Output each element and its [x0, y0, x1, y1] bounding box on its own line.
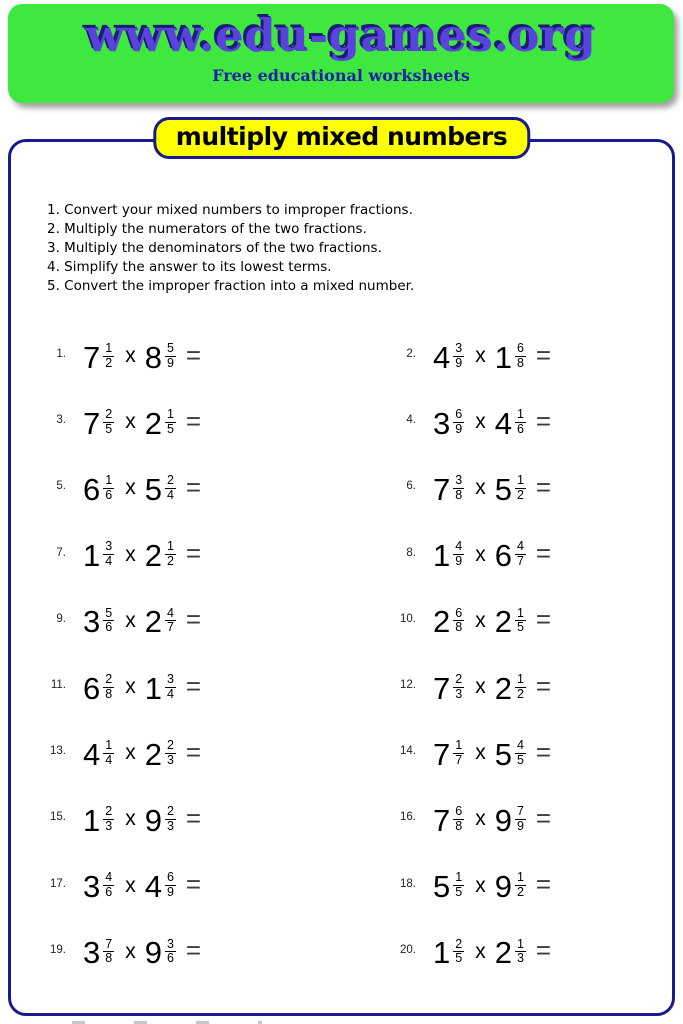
- whole-number-1: 7: [433, 802, 451, 838]
- mixed-number-1: [433, 339, 464, 375]
- fraction-2: [165, 805, 176, 834]
- mixed-number-2: [494, 802, 526, 838]
- numerator-2: 3: [166, 671, 174, 686]
- equals-sign: =: [535, 538, 552, 569]
- whole-number-2: 5: [144, 471, 162, 507]
- denominator-1: 6: [105, 885, 113, 900]
- instruction-line: 3. Multiply the denominators of the two fractions.: [47, 239, 382, 256]
- mixed-number-2: [494, 935, 526, 971]
- numerator-1: 6: [455, 605, 463, 620]
- problem-number: 19.: [50, 943, 66, 956]
- mixed-number-1: [83, 802, 114, 838]
- numerator-2: 4: [166, 605, 174, 620]
- fraction-2: [165, 938, 176, 967]
- problem-number: 20.: [400, 943, 416, 956]
- whole-number-1: 7: [433, 471, 451, 507]
- equals-sign: =: [535, 736, 552, 767]
- equals-sign: =: [535, 670, 552, 701]
- equals-sign: =: [185, 405, 202, 436]
- numerator-2: 5: [166, 340, 174, 355]
- equals-sign: =: [535, 935, 552, 966]
- fraction-2: [515, 474, 526, 503]
- equals-sign: =: [535, 869, 552, 900]
- problem-number: 3.: [56, 414, 66, 427]
- denominator-1: 9: [455, 554, 463, 569]
- mixed-number-2: [494, 869, 526, 905]
- mixed-number-1: [83, 471, 114, 507]
- equals-sign: =: [185, 869, 202, 900]
- mixed-number-2: [144, 670, 176, 706]
- numerator-1: 5: [105, 605, 113, 620]
- worksheet-title: multiply mixed numbers: [153, 117, 530, 159]
- whole-number-1: 7: [83, 339, 101, 375]
- denominator-1: 8: [455, 818, 463, 833]
- problem: [390, 456, 644, 522]
- numerator-1: 6: [455, 804, 463, 819]
- problem: [40, 456, 390, 522]
- problem-number: 14.: [400, 745, 416, 758]
- numerator-1: 1: [455, 737, 463, 752]
- mixed-number-1: [83, 736, 114, 772]
- fraction-1: [103, 342, 114, 371]
- equals-sign: =: [185, 935, 202, 966]
- multiply-sign: x: [475, 410, 486, 434]
- numerator-1: 2: [455, 936, 463, 951]
- denominator-1: 9: [455, 355, 463, 370]
- fraction-2: [165, 408, 176, 437]
- problem-number: 4.: [406, 414, 416, 427]
- denominator-2: 5: [516, 752, 524, 767]
- mixed-number-1: [433, 471, 464, 507]
- numerator-2: 6: [516, 340, 524, 355]
- numerator-2: 7: [516, 804, 524, 819]
- numerator-2: 4: [516, 539, 524, 554]
- denominator-1: 4: [105, 554, 113, 569]
- problem-number: 17.: [50, 877, 66, 890]
- fraction-1: [453, 871, 464, 900]
- problem: [390, 324, 644, 390]
- whole-number-1: 7: [433, 670, 451, 706]
- numerator-2: 6: [166, 870, 174, 885]
- mixed-number-1: [433, 802, 464, 838]
- mixed-number-1: [83, 604, 114, 640]
- numerator-2: 1: [516, 671, 524, 686]
- multiply-sign: x: [125, 939, 136, 963]
- denominator-1: 5: [455, 951, 463, 966]
- multiply-sign: x: [475, 873, 486, 897]
- numerator-2: 1: [166, 407, 174, 422]
- fraction-2: [515, 607, 526, 636]
- problem-number: 11.: [50, 679, 66, 692]
- fraction-2: [515, 673, 526, 702]
- whole-number-2: 2: [494, 935, 512, 971]
- mixed-number-1: [433, 538, 464, 574]
- equals-sign: =: [185, 736, 202, 767]
- denominator-2: 2: [516, 686, 524, 701]
- whole-number-1: 4: [433, 339, 451, 375]
- problem: [40, 324, 390, 390]
- whole-number-1: 2: [433, 604, 451, 640]
- multiply-sign: x: [475, 608, 486, 632]
- whole-number-1: 7: [83, 405, 101, 441]
- numerator-1: 4: [105, 870, 113, 885]
- problem: [40, 390, 390, 456]
- fraction-1: [453, 474, 464, 503]
- mixed-number-1: [433, 405, 464, 441]
- whole-number-1: 1: [83, 538, 101, 574]
- mixed-number-2: [144, 471, 176, 507]
- mixed-number-2: [144, 339, 176, 375]
- equals-sign: =: [185, 538, 202, 569]
- mixed-number-1: [83, 538, 114, 574]
- fraction-2: [165, 871, 176, 900]
- problem-number: 5.: [56, 480, 66, 493]
- fraction-2: [515, 540, 526, 569]
- whole-number-2: 4: [494, 405, 512, 441]
- problem: [40, 854, 390, 920]
- problem: [390, 920, 644, 986]
- fraction-2: [165, 739, 176, 768]
- numerator-2: 4: [516, 737, 524, 752]
- problem: [40, 787, 390, 853]
- whole-number-1: 5: [433, 869, 451, 905]
- multiply-sign: x: [125, 675, 136, 699]
- whole-number-2: 2: [144, 736, 162, 772]
- mixed-number-2: [144, 869, 176, 905]
- multiply-sign: x: [125, 873, 136, 897]
- fraction-2: [515, 408, 526, 437]
- fraction-2: [515, 938, 526, 967]
- numerator-1: 3: [455, 340, 463, 355]
- denominator-2: 4: [166, 686, 174, 701]
- whole-number-1: 3: [83, 869, 101, 905]
- denominator-1: 4: [105, 752, 113, 767]
- problems-grid: [40, 324, 644, 986]
- mixed-number-1: [433, 869, 464, 905]
- problem: [390, 721, 644, 787]
- mixed-number-2: [494, 670, 526, 706]
- multiply-sign: x: [475, 542, 486, 566]
- numerator-1: 1: [105, 473, 113, 488]
- whole-number-2: 9: [144, 935, 162, 971]
- mixed-number-1: [433, 935, 464, 971]
- whole-number-1: 7: [433, 736, 451, 772]
- fraction-1: [103, 739, 114, 768]
- denominator-2: 3: [166, 818, 174, 833]
- problem-number: 8.: [406, 546, 416, 559]
- mixed-number-1: [433, 670, 464, 706]
- fraction-1: [453, 673, 464, 702]
- problem: [40, 655, 390, 721]
- problem-number: 16.: [400, 811, 416, 824]
- whole-number-2: 2: [494, 604, 512, 640]
- whole-number-2: 4: [144, 869, 162, 905]
- numerator-1: 2: [105, 804, 113, 819]
- fraction-2: [165, 607, 176, 636]
- fraction-1: [103, 408, 114, 437]
- instruction-line: 5. Convert the improper fraction into a mixed number.: [47, 277, 415, 294]
- mixed-number-2: [494, 604, 526, 640]
- equals-sign: =: [535, 405, 552, 436]
- denominator-1: 8: [105, 951, 113, 966]
- numerator-1: 2: [455, 671, 463, 686]
- instruction-line: 4. Simplify the answer to its lowest terms.: [47, 258, 332, 275]
- fraction-2: [515, 342, 526, 371]
- problem-number: 7.: [56, 546, 66, 559]
- problem: [390, 523, 644, 589]
- whole-number-1: 1: [83, 802, 101, 838]
- numerator-1: 1: [105, 737, 113, 752]
- fraction-2: [515, 739, 526, 768]
- denominator-1: 8: [105, 686, 113, 701]
- numerator-1: 4: [455, 539, 463, 554]
- fraction-1: [103, 673, 114, 702]
- numerator-2: 2: [166, 737, 174, 752]
- problem-number: 2.: [406, 348, 416, 361]
- problem-number: 13.: [50, 745, 66, 758]
- whole-number-1: 4: [83, 736, 101, 772]
- multiply-sign: x: [125, 608, 136, 632]
- equals-sign: =: [185, 339, 202, 370]
- denominator-2: 3: [166, 752, 174, 767]
- whole-number-2: 9: [494, 802, 512, 838]
- whole-number-1: 6: [83, 670, 101, 706]
- numerator-2: 1: [516, 870, 524, 885]
- denominator-1: 6: [105, 487, 113, 502]
- equals-sign: =: [185, 604, 202, 635]
- problem-number: 12.: [400, 679, 416, 692]
- whole-number-1: 3: [83, 935, 101, 971]
- whole-number-2: 1: [144, 670, 162, 706]
- whole-number-2: 2: [144, 405, 162, 441]
- fraction-1: [103, 938, 114, 967]
- instruction-line: 1. Convert your mixed numbers to improper fractions.: [47, 202, 413, 218]
- numerator-2: 2: [166, 804, 174, 819]
- whole-number-2: 2: [144, 538, 162, 574]
- mixed-number-2: [144, 538, 176, 574]
- problem-number: 18.: [400, 877, 416, 890]
- problem: [390, 787, 644, 853]
- numerator-1: 2: [105, 671, 113, 686]
- denominator-2: 5: [516, 620, 524, 635]
- equals-sign: =: [185, 471, 202, 502]
- problem: [390, 854, 644, 920]
- multiply-sign: x: [125, 741, 136, 765]
- mixed-number-2: [494, 339, 526, 375]
- fraction-1: [453, 938, 464, 967]
- fraction-1: [453, 540, 464, 569]
- numerator-2: 2: [166, 473, 174, 488]
- numerator-2: 1: [516, 605, 524, 620]
- multiply-sign: x: [475, 741, 486, 765]
- fraction-2: [165, 673, 176, 702]
- fraction-1: [453, 342, 464, 371]
- fraction-1: [103, 805, 114, 834]
- whole-number-2: 8: [144, 339, 162, 375]
- fraction-1: [453, 805, 464, 834]
- problem: [390, 655, 644, 721]
- denominator-1: 7: [455, 752, 463, 767]
- mixed-number-2: [144, 604, 176, 640]
- mixed-number-1: [83, 405, 114, 441]
- equals-sign: =: [535, 339, 552, 370]
- mixed-number-1: [83, 935, 114, 971]
- equals-sign: =: [185, 670, 202, 701]
- problem: [40, 589, 390, 655]
- numerator-1: 2: [105, 407, 113, 422]
- instructions-list: [47, 201, 414, 296]
- mixed-number-1: [83, 339, 114, 375]
- multiply-sign: x: [475, 344, 486, 368]
- denominator-2: 9: [166, 355, 174, 370]
- whole-number-1: 3: [83, 604, 101, 640]
- fraction-2: [165, 474, 176, 503]
- numerator-1: 7: [105, 936, 113, 951]
- numerator-1: 6: [455, 407, 463, 422]
- mixed-number-2: [144, 802, 176, 838]
- whole-number-1: 3: [433, 405, 451, 441]
- problem-number: 6.: [406, 480, 416, 493]
- mixed-number-2: [144, 405, 176, 441]
- problem-number: 9.: [56, 612, 66, 625]
- mixed-number-2: [494, 538, 526, 574]
- problem: [40, 721, 390, 787]
- mixed-number-2: [494, 736, 526, 772]
- numerator-1: 3: [105, 539, 113, 554]
- fraction-2: [515, 805, 526, 834]
- problem-number: 15.: [50, 811, 66, 824]
- mixed-number-1: [83, 869, 114, 905]
- equals-sign: =: [185, 802, 202, 833]
- fraction-2: [165, 342, 176, 371]
- equals-sign: =: [535, 604, 552, 635]
- mixed-number-2: [494, 405, 526, 441]
- problem: [40, 523, 390, 589]
- numerator-1: 3: [455, 473, 463, 488]
- fraction-2: [515, 871, 526, 900]
- site-title: www.edu-games.org: [85, 9, 597, 62]
- multiply-sign: x: [125, 542, 136, 566]
- denominator-1: 8: [455, 620, 463, 635]
- denominator-2: 6: [166, 951, 174, 966]
- whole-number-2: 9: [494, 869, 512, 905]
- denominator-1: 6: [105, 620, 113, 635]
- multiply-sign: x: [125, 410, 136, 434]
- whole-number-2: 6: [494, 538, 512, 574]
- mixed-number-2: [144, 736, 176, 772]
- denominator-2: 2: [516, 885, 524, 900]
- denominator-1: 5: [455, 885, 463, 900]
- numerator-2: 1: [516, 473, 524, 488]
- denominator-2: 3: [516, 951, 524, 966]
- whole-number-2: 2: [144, 604, 162, 640]
- site-banner: [8, 4, 674, 103]
- multiply-sign: x: [475, 807, 486, 831]
- problem: [390, 390, 644, 456]
- numerator-2: 1: [516, 936, 524, 951]
- mixed-number-1: [83, 670, 114, 706]
- site-tagline: Free educational worksheets: [212, 65, 470, 85]
- numerator-2: 1: [516, 407, 524, 422]
- problem: [390, 589, 644, 655]
- numerator-1: 1: [105, 340, 113, 355]
- multiply-sign: x: [475, 476, 486, 500]
- whole-number-1: 1: [433, 538, 451, 574]
- denominator-2: 6: [516, 421, 524, 436]
- mixed-number-2: [144, 935, 176, 971]
- whole-number-2: 9: [144, 802, 162, 838]
- numerator-2: 3: [166, 936, 174, 951]
- denominator-2: 4: [166, 487, 174, 502]
- whole-number-2: 2: [494, 670, 512, 706]
- denominator-2: 7: [166, 620, 174, 635]
- fraction-1: [103, 871, 114, 900]
- problem-number: 10.: [400, 612, 416, 625]
- denominator-2: 8: [516, 355, 524, 370]
- multiply-sign: x: [125, 807, 136, 831]
- denominator-1: 5: [105, 421, 113, 436]
- multiply-sign: x: [125, 476, 136, 500]
- equals-sign: =: [535, 802, 552, 833]
- numerator-1: 1: [455, 870, 463, 885]
- problem: [40, 920, 390, 986]
- mixed-number-1: [433, 604, 464, 640]
- fraction-1: [453, 607, 464, 636]
- instruction-line: 2. Multiply the numerators of the two fractions.: [47, 220, 367, 237]
- multiply-sign: x: [475, 675, 486, 699]
- multiply-sign: x: [475, 939, 486, 963]
- fraction-1: [103, 607, 114, 636]
- fraction-1: [453, 408, 464, 437]
- mixed-number-1: [433, 736, 464, 772]
- problem-number: 1.: [56, 348, 66, 361]
- equals-sign: =: [535, 471, 552, 502]
- denominator-2: 9: [516, 818, 524, 833]
- whole-number-2: 5: [494, 736, 512, 772]
- fraction-1: [453, 739, 464, 768]
- denominator-1: 3: [455, 686, 463, 701]
- denominator-1: 3: [105, 818, 113, 833]
- whole-number-1: 1: [433, 935, 451, 971]
- denominator-1: 2: [105, 355, 113, 370]
- denominator-2: 2: [516, 487, 524, 502]
- numerator-2: 1: [166, 539, 174, 554]
- multiply-sign: x: [125, 344, 136, 368]
- fraction-1: [103, 540, 114, 569]
- denominator-2: 7: [516, 554, 524, 569]
- denominator-1: 9: [455, 421, 463, 436]
- denominator-2: 9: [166, 885, 174, 900]
- mixed-number-2: [494, 471, 526, 507]
- denominator-2: 2: [166, 554, 174, 569]
- whole-number-2: 5: [494, 471, 512, 507]
- whole-number-1: 6: [83, 471, 101, 507]
- fraction-2: [165, 540, 176, 569]
- denominator-1: 8: [455, 487, 463, 502]
- whole-number-2: 1: [494, 339, 512, 375]
- fraction-1: [103, 474, 114, 503]
- denominator-2: 5: [166, 421, 174, 436]
